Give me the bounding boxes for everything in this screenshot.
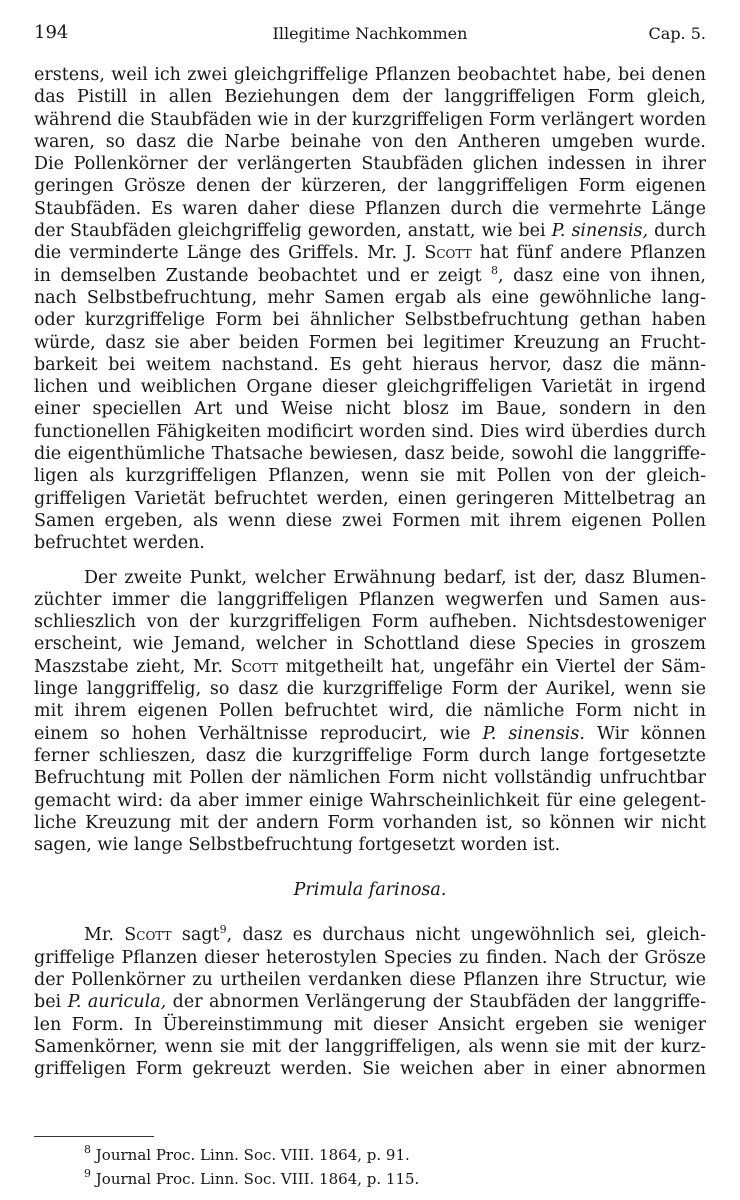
paragraph-gap bbox=[34, 555, 706, 567]
footnote-text: Journal Proc. Linn. Soc. VIII. 1864, p. 115. bbox=[95, 1170, 420, 1188]
text-run: einem so hohen Verhältnisse reproducirt, wie bbox=[34, 723, 471, 744]
text-run: bei bbox=[34, 992, 62, 1013]
section-title: Primula farinosa. bbox=[293, 880, 447, 901]
text-run: in demselben Zustande beobachtet und er zeigt bbox=[34, 265, 482, 286]
text-line: nach Selbstbefruchtung, mehr Samen ergab als eine gewöhnliche lang- bbox=[34, 287, 706, 308]
species-name: P. sinensis, bbox=[551, 221, 649, 242]
text-line: functionellen Fähigkeiten modificirt worden sind. Dies wird überdies durch bbox=[34, 421, 706, 442]
text-body bbox=[34, 64, 706, 1080]
text-run: der Staubfäden gleichgriffelig geworden, anstatt, wie bei bbox=[34, 221, 546, 242]
text-line: mit ihrem eigenen Pollen befruchtet wird, die nämliche Form nicht in bbox=[34, 701, 706, 722]
text-line: griffeligen Form gekreuzt werden. Sie weichen aber in einer abnormen bbox=[34, 1059, 706, 1080]
text-line: ligen als kurzgriffeligen Pflanzen, wenn sie mit Pollen von der gleich- bbox=[34, 466, 706, 487]
text-line: liche Kreuzung mit der andern Form vorhanden ist, so können wir nicht bbox=[34, 812, 706, 833]
text-run: Maszstabe zieht, Mr. bbox=[34, 656, 223, 677]
text-line bbox=[34, 265, 706, 287]
text-line: ferner schlieszen, dasz die kurzgriffelige Form durch lange fortgesetzte bbox=[34, 745, 706, 766]
text-line bbox=[34, 220, 706, 242]
author-name: Scott bbox=[124, 925, 172, 946]
text-line: Samenkörner, wenn sie mit der langgriffeligen, als wenn sie mit der kurz- bbox=[34, 1036, 706, 1057]
species-name: P. auricula, bbox=[67, 992, 167, 1013]
text-line: gemacht wird: da aber immer einige Wahrscheinlichkeit für eine gelegent- bbox=[34, 790, 706, 811]
text-run: durch bbox=[648, 221, 706, 242]
text-line: befruchtet werden. bbox=[34, 533, 205, 554]
text-run: mitgetheilt hat, ungefähr ein Viertel der Säm- bbox=[277, 656, 706, 677]
text-line: die eigenthümliche Thatsache bewiesen, dasz beide, sowohl die langgriffe- bbox=[34, 444, 706, 465]
text-line: oder kurzgriffelige Form bei ähnlicher Selbstbefruchtung gethan haben bbox=[34, 310, 706, 331]
footnote-number: 9 bbox=[84, 1167, 91, 1180]
text-line: sagen, wie lange Selbstbefruchtung fortgesetzt worden ist. bbox=[34, 835, 561, 856]
running-header bbox=[34, 22, 706, 46]
species-name: P. sinensis. bbox=[482, 723, 585, 744]
book-page bbox=[34, 0, 706, 1200]
text-line: während die Staubfäden wie in der kurzgriffeligen Form verlängert worden bbox=[34, 109, 707, 130]
text-line: einer speciellen Art und Weise nicht blosz im Baue, sondern in den bbox=[34, 399, 706, 420]
page-number: 194 bbox=[34, 22, 69, 43]
text-line bbox=[34, 991, 706, 1013]
text-run: sagt bbox=[171, 925, 220, 946]
text-line bbox=[34, 723, 706, 745]
footnote bbox=[84, 1143, 410, 1164]
text-run: der abnormen Verlängerung der Staubfäden der langgriffe- bbox=[166, 992, 706, 1013]
text-line: würde, dasz sie aber beiden Formen bei legitimer Kreuzung an Frucht- bbox=[34, 332, 706, 353]
footnote-divider bbox=[34, 1136, 154, 1137]
text-line bbox=[34, 242, 706, 264]
chapter-label: Cap. 5. bbox=[648, 24, 706, 43]
text-line: erstens, weil ich zwei gleichgriffelige Pflanzen beobachtet habe, bei denen bbox=[34, 65, 706, 85]
text-line: waren, so dasz die Narbe beinahe von den Antheren umgeben wurde. bbox=[34, 131, 706, 152]
author-name: Scott bbox=[424, 243, 472, 264]
text-run: , dasz es durchaus nicht ungewöhnlich sei, gleich- bbox=[226, 925, 706, 946]
text-line: linge langgriffelig, so dasz die kurzgriffelige Form der Aurikel, wenn sie bbox=[34, 679, 706, 700]
footnote bbox=[84, 1167, 420, 1188]
text-line: schlieszlich von der kurzgriffeligen Form aufheben. Nichtsdestoweniger bbox=[34, 612, 706, 633]
footnote-text: Journal Proc. Linn. Soc. VIII. 1864, p. 91. bbox=[95, 1146, 410, 1164]
text-line bbox=[34, 924, 706, 946]
text-run: Wir können bbox=[584, 723, 706, 744]
footnote-ref[interactable]: 8 bbox=[491, 263, 499, 277]
text-line: Die Pollenkörner der verlängerten Staubfäden glichen indessen in ihrer bbox=[34, 154, 706, 175]
running-title: Illegitime Nachkommen bbox=[272, 24, 468, 43]
text-line: griffelige Pflanzen dieser heterostylen Species zu finden. Nach der Grösze bbox=[34, 947, 706, 968]
footnote-ref[interactable]: 9 bbox=[219, 923, 227, 937]
text-line: das Pistill in allen Beziehungen dem der langgriffeligen Form gleich, bbox=[34, 87, 706, 108]
text-line: erscheint, wie Jemand, welcher in Schottland diese Species in groszem bbox=[34, 634, 706, 655]
text-run: , dasz eine von ihnen, bbox=[498, 265, 706, 286]
text-run: Mr. bbox=[84, 925, 114, 946]
text-line: geringen Grösze denen der kürzeren, der langgriffeligen Form eigenen bbox=[34, 176, 706, 197]
text-line: Staubfäden. Es waren daher diese Pflanzen durch die vermehrte Länge bbox=[34, 198, 706, 219]
text-run: hat fünf andere Pflanzen bbox=[471, 243, 707, 264]
text-line: züchter immer die langgriffeligen Pflanzen wegwerfen und Samen aus- bbox=[34, 589, 706, 610]
text-run: die verminderte Länge des Griffels. Mr. J. bbox=[34, 243, 417, 264]
text-line: lichen und weiblichen Organe dieser gleichgriffeligen Varietät in irgend bbox=[34, 377, 706, 398]
text-line: Befruchtung mit Pollen der nämlichen Form nicht vollständig unfruchtbar bbox=[34, 768, 706, 789]
text-line: griffeligen Varietät befruchtet werden, einen geringeren Mittelbetrag an bbox=[34, 488, 706, 509]
text-line: Samen ergeben, als wenn diese zwei Formen mit ihrem eigenen Pollen bbox=[34, 510, 706, 531]
footnote-number: 8 bbox=[84, 1143, 91, 1156]
text-line: der Pollenkörner zu urtheilen verdanken diese Pflanzen ihre Structur, wie bbox=[34, 969, 706, 990]
text-line: len Form. In Übereinstimmung mit dieser Ansicht ergeben sie weniger bbox=[34, 1014, 706, 1035]
text-line: Der zweite Punkt, welcher Erwähnung bedarf, ist der, dasz Blumen- bbox=[84, 567, 706, 588]
author-name: Scott bbox=[230, 656, 278, 677]
text-line: barkeit bei weitem nachstand. Es geht hieraus hervor, dasz die männ- bbox=[34, 354, 706, 375]
text-line bbox=[34, 656, 706, 678]
